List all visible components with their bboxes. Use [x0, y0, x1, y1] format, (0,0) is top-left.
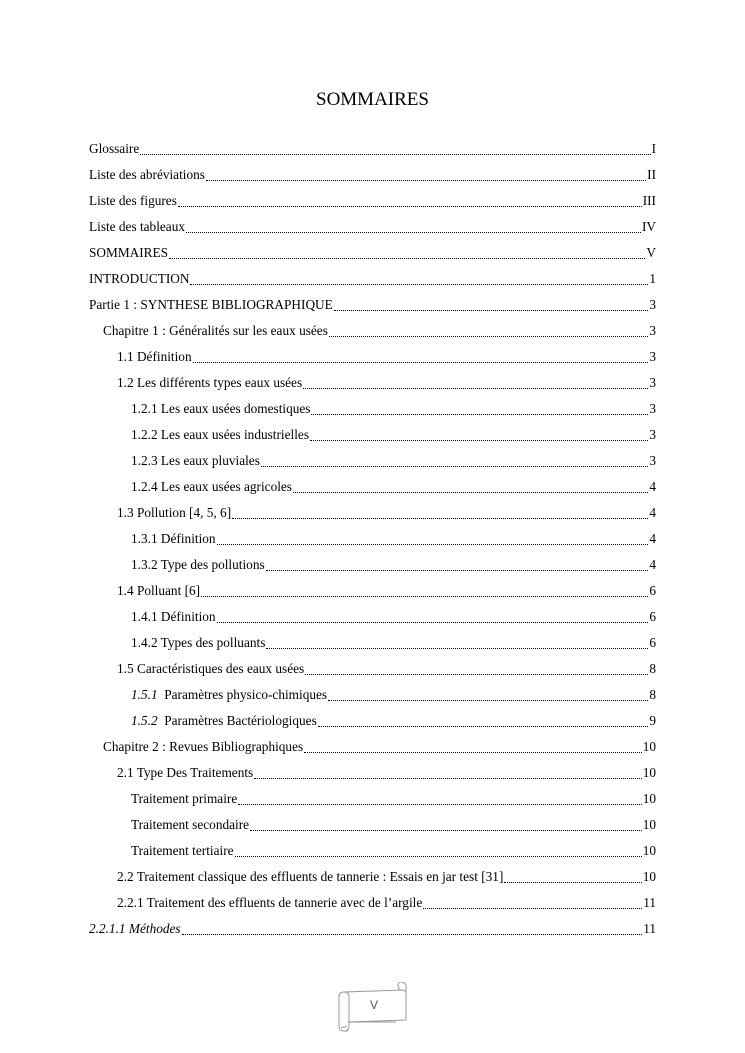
- dot-leader: [334, 296, 649, 311]
- toc-entry-label: Liste des abréviations: [89, 167, 205, 182]
- toc-entry-page: 1: [649, 271, 656, 286]
- dot-leader: [250, 816, 642, 831]
- toc-entry-label: 1.2.2 Les eaux usées industrielles: [131, 427, 309, 442]
- toc-entry[interactable]: [89, 838, 656, 864]
- dot-leader: [304, 738, 642, 753]
- toc-entry-page: 3: [649, 375, 656, 390]
- toc-entry-label: [131, 687, 327, 703]
- dot-leader: [201, 582, 648, 597]
- dot-leader: [305, 660, 648, 675]
- toc-entry-label: 2.2.1.1 Méthodes: [89, 921, 181, 936]
- dot-leader: [193, 348, 649, 363]
- dot-leader: [169, 244, 645, 259]
- dot-leader: [140, 140, 650, 155]
- toc-entry-page: 4: [649, 505, 656, 520]
- toc-entry[interactable]: [89, 734, 656, 760]
- dot-leader: [423, 894, 642, 909]
- toc-entry[interactable]: [89, 812, 656, 838]
- toc-entry-label: 1.3 Pollution [4, 5, 6]: [117, 505, 232, 520]
- dot-leader: [232, 504, 648, 519]
- toc-entry-page: 3: [649, 401, 656, 416]
- toc-entry-label: 1.4.2 Types des polluants: [131, 635, 266, 650]
- toc-entry[interactable]: [89, 864, 656, 890]
- dot-leader: [311, 400, 648, 415]
- toc-entry[interactable]: [89, 890, 656, 916]
- toc-entry-page: IV: [641, 219, 656, 234]
- dot-leader: [217, 530, 649, 545]
- toc-entry-label: 2.2 Traitement classique des effluents de tannerie : Essais en jar test [31]: [117, 869, 504, 884]
- toc-entry-number: 1.5.1: [131, 687, 158, 702]
- dot-leader: [254, 764, 641, 779]
- toc-entry[interactable]: [89, 552, 656, 578]
- toc-entry-page: 8: [649, 661, 656, 676]
- toc-entry-label: 1.5 Caractéristiques des eaux usées: [117, 661, 305, 676]
- toc-entry[interactable]: [89, 188, 656, 214]
- dot-leader: [293, 478, 648, 493]
- dot-leader: [328, 686, 648, 701]
- toc-entry-page: 10: [642, 765, 656, 780]
- toc-entry-page: 3: [649, 427, 656, 442]
- toc-entry-label: 1.4.1 Définition: [131, 609, 216, 624]
- toc-entry-label: Chapitre 2 : Revues Bibliographiques: [103, 739, 304, 754]
- toc-entry[interactable]: [89, 214, 656, 240]
- page-number: V: [369, 998, 378, 1012]
- dot-leader: [238, 790, 641, 805]
- toc-entry-label: 1.3.2 Type des pollutions: [131, 557, 265, 572]
- toc-entry[interactable]: [89, 396, 656, 422]
- toc-entry[interactable]: [89, 292, 656, 318]
- dot-leader: [329, 322, 648, 337]
- toc-entry[interactable]: [89, 318, 656, 344]
- toc-entry[interactable]: [89, 448, 656, 474]
- toc-entry-label: 1.2.4 Les eaux usées agricoles: [131, 479, 292, 494]
- toc-entry[interactable]: [89, 370, 656, 396]
- toc-entry-page: II: [647, 167, 656, 182]
- toc-entry[interactable]: [89, 266, 656, 292]
- toc-entry-label: Glossaire: [89, 141, 140, 156]
- toc-entry-label: Traitement primaire: [131, 791, 238, 806]
- toc-entry[interactable]: [89, 604, 656, 630]
- toc-entry-page: 9: [649, 713, 656, 728]
- toc-entry-label: 1.2.1 Les eaux usées domestiques: [131, 401, 311, 416]
- toc-entry-label: 1.2 Les différents types eaux usées: [117, 375, 303, 390]
- toc-entry-page: 10: [642, 739, 656, 754]
- toc-entry[interactable]: [89, 656, 656, 682]
- toc-entry-page: 4: [649, 479, 656, 494]
- toc-entry-page: 3: [649, 323, 656, 338]
- toc-entry[interactable]: [89, 422, 656, 448]
- toc-entry-text: Paramètres physico-chimiques: [164, 687, 328, 702]
- toc-entry-page: 6: [649, 609, 656, 624]
- toc-entry-label: Liste des figures: [89, 193, 177, 208]
- dot-leader: [303, 374, 648, 389]
- dot-leader: [178, 192, 642, 207]
- toc-entry-label: 2.1 Type Des Traitements: [117, 765, 254, 780]
- toc-entry-page: 4: [649, 557, 656, 572]
- toc-entry-label: 1.1 Définition: [117, 349, 192, 364]
- toc-entry-page: 10: [642, 869, 656, 884]
- toc-entry-label: INTRODUCTION: [89, 271, 190, 286]
- toc-entry-page: 10: [642, 843, 656, 858]
- page-number-scroll: [336, 982, 408, 1034]
- toc-entry[interactable]: [89, 578, 656, 604]
- toc-entry[interactable]: [89, 162, 656, 188]
- toc-entry[interactable]: [89, 474, 656, 500]
- toc-entry[interactable]: [89, 136, 656, 162]
- toc-entry-label: Traitement secondaire: [131, 817, 250, 832]
- toc-entry-page: III: [642, 193, 656, 208]
- toc-entry-label: 1.4 Polluant [6]: [117, 583, 201, 598]
- dot-leader: [217, 608, 649, 623]
- toc-entry-page: 3: [649, 349, 656, 364]
- toc-entry[interactable]: [89, 500, 656, 526]
- toc-entry-page: 10: [642, 791, 656, 806]
- toc-entry-page: 3: [649, 453, 656, 468]
- dot-leader: [318, 712, 649, 727]
- dot-leader: [190, 270, 648, 285]
- toc-entry-label: 1.2.3 Les eaux pluviales: [131, 453, 260, 468]
- toc-entry-page: I: [651, 141, 656, 156]
- page-title: SOMMAIRES: [316, 89, 429, 110]
- toc-entry-page: 11: [643, 895, 656, 910]
- toc-entry[interactable]: [89, 916, 656, 942]
- toc-entry[interactable]: [89, 240, 656, 266]
- toc-entry-label: Traitement tertiaire: [131, 843, 234, 858]
- toc-entry-label: Liste des tableaux: [89, 219, 185, 234]
- toc-entry[interactable]: [89, 682, 656, 708]
- toc-entry-label: [131, 713, 317, 729]
- dot-leader: [266, 634, 648, 649]
- dot-leader: [186, 218, 641, 233]
- dot-leader: [310, 426, 648, 441]
- toc-entry-page: V: [646, 245, 656, 260]
- toc-entry[interactable]: [89, 786, 656, 812]
- toc-entry-text: Paramètres Bactériologiques: [164, 713, 317, 728]
- toc-entry-page: 11: [643, 921, 656, 936]
- toc-entry-page: 3: [649, 297, 656, 312]
- toc-entry-page: 4: [649, 531, 656, 546]
- toc-entry-label: Chapitre 1 : Généralités sur les eaux usées: [103, 323, 328, 338]
- toc-entry-number: 1.5.2: [131, 713, 158, 728]
- toc-entry-label: 2.2.1 Traitement des effluents de tannerie avec de l’argile: [117, 895, 423, 910]
- dot-leader: [504, 868, 641, 883]
- dot-leader: [206, 166, 646, 181]
- toc-entry[interactable]: [89, 526, 656, 552]
- toc-entry-page: 6: [649, 583, 656, 598]
- toc-entry-page: 6: [649, 635, 656, 650]
- dot-leader: [235, 842, 642, 857]
- dot-leader: [266, 556, 649, 571]
- toc-entry[interactable]: [89, 708, 656, 734]
- toc-entry-label: SOMMAIRES: [89, 245, 169, 260]
- toc-entry-label: Partie 1 : SYNTHESE BIBLIOGRAPHIQUE: [89, 297, 333, 312]
- toc-entry-page: 10: [642, 817, 656, 832]
- dot-leader: [261, 452, 648, 467]
- toc-entry-label: 1.3.1 Définition: [131, 531, 216, 546]
- dot-leader: [182, 920, 643, 935]
- toc-entry-page: 8: [649, 687, 656, 702]
- table-of-contents: [89, 136, 656, 942]
- toc-entry[interactable]: [89, 630, 656, 656]
- toc-entry[interactable]: [89, 760, 656, 786]
- toc-entry[interactable]: [89, 344, 656, 370]
